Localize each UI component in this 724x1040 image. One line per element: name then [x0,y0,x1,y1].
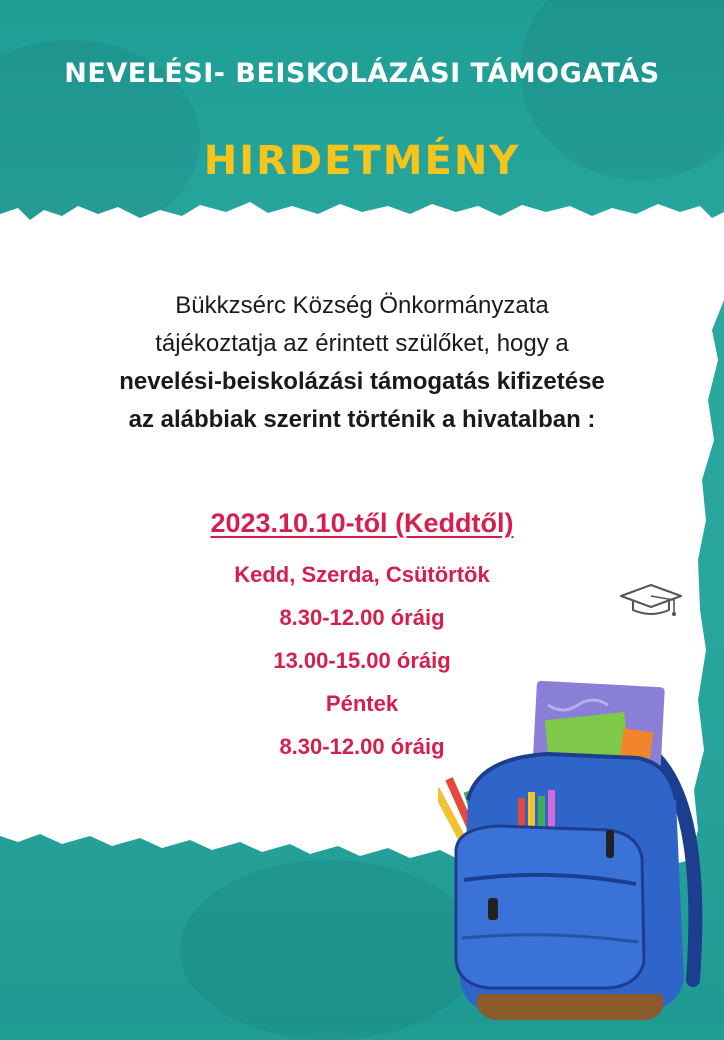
graduation-cap-icon [618,582,684,622]
intro-text [30,287,694,439]
school-backpack-illustration [438,680,718,1020]
schedule-days: Péntek [325,691,399,716]
page-title: NEVELÉSI- BEISKOLÁZÁSI TÁMOGATÁS [64,58,660,89]
start-date: 2023.10.10-től (Keddtől) [210,508,514,538]
announcement-heading: HIRDETMÉNY [203,138,521,184]
intro-line-bold: nevelési-beiskolázási támogatás kifizetése [119,368,605,395]
schedule-hours: 8.30-12.00 óráig [279,734,445,759]
intro-line: tájékoztatja az érintett szülőket, hogy a [155,330,569,357]
schedule-days: Kedd, Szerda, Csütörtök [234,562,490,587]
schedule-hours: 13.00-15.00 óráig [273,648,451,673]
intro-line: Bükkzsérc Község Önkormányzata [175,292,549,319]
intro-line-bold: az alábbiak szerint történik a hivatalban : [128,406,596,433]
schedule-hours: 8.30-12.00 óráig [279,605,445,630]
